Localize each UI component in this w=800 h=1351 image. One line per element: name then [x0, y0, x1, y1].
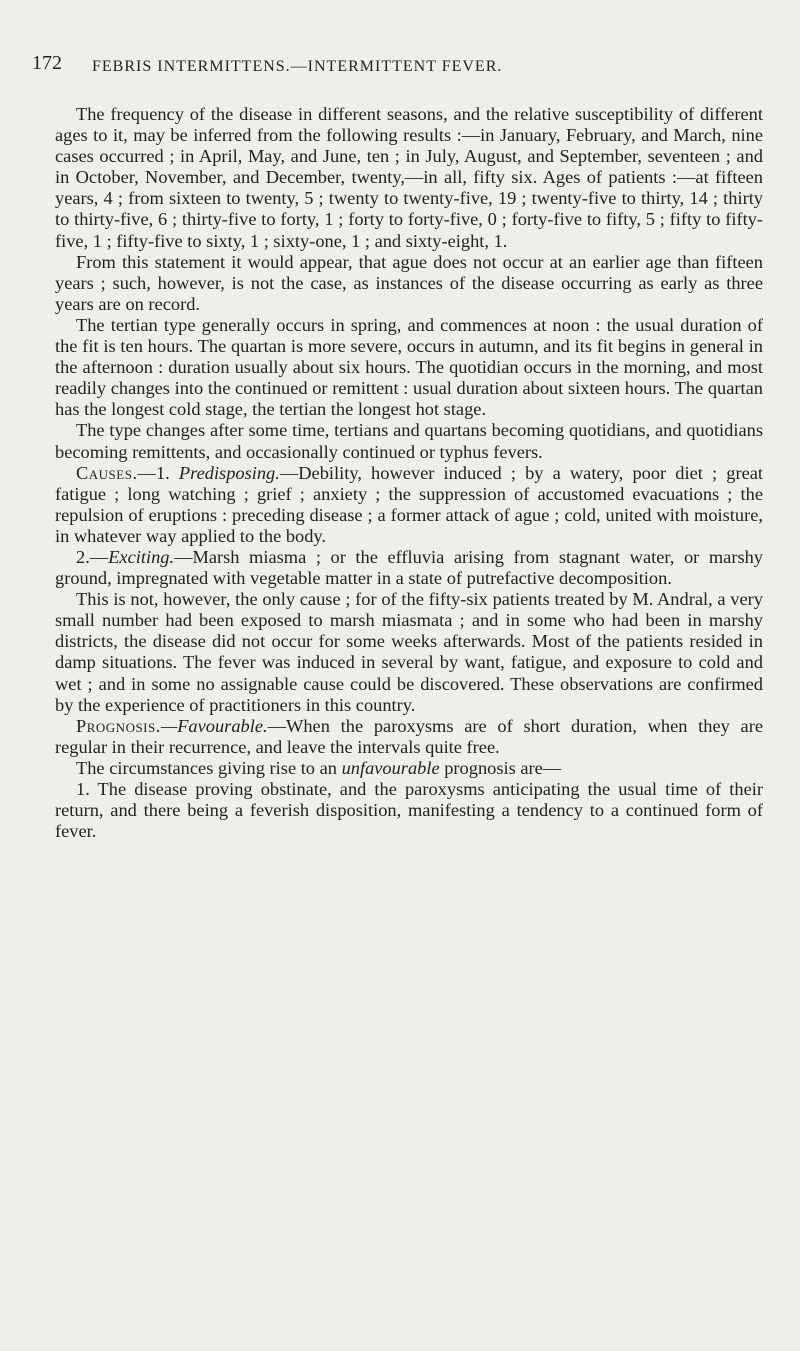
running-title: FEBRIS INTERMITTENS.—INTERMITTENT FEVER. [92, 58, 503, 75]
exciting-text: —Marsh miasma ; or the effluvia arising from stagnant water, or marshy ground, impregnated with vegetable matter in a state of putrefactive decomposition. [55, 546, 763, 589]
paragraph-type-changes: The type changes after some time, tertians and quartans becoming quotidians, and quotidians becoming remittents, and occasionally continued or typhus fevers. [55, 420, 763, 462]
body-text [55, 104, 763, 842]
subheading-favourable: —Favourable. [160, 715, 268, 736]
cause-number: —1. [137, 462, 170, 483]
paragraph-causes-exciting [55, 547, 763, 589]
page-number: 172 [32, 52, 62, 74]
subheading-exciting: Exciting. [108, 546, 175, 567]
predisposing-text: —Debility, however induced ; by a watery, poor diet ; great fatigue ; long watching ; grief ; anxiety ; the suppression of accustomed evacuations ; the repulsion of eruptions : preceding disease ; a former attack of ague ; cold, united with moisture, in whatever way applied to the body. [55, 462, 763, 546]
paragraph-andral-observations: This is not, however, the only cause ; for of the fifty-six patients treated by M. Andral, a very small number had been exposed to marsh miasmata ; and in some who had been in marshy districts, the disease did not occur for some weeks afterwards. Most of the patients resided in damp situations. The fever was induced in several by want, fatigue, and exposure to cold and wet ; and in some no assignable cause could be discovered. These observations are confirmed by the experience of practitioners in this country. [55, 589, 763, 715]
unfavourable-emphasis: unfavourable [341, 757, 440, 778]
paragraph-unfavourable-item-1: 1. The disease proving obstinate, and the paroxysms anticipating the usual time of their return, and there being a feverish disposition, manifesting a tendency to a continued form of fever. [55, 779, 763, 842]
unfavourable-intro-text: The circumstances giving rise to an [76, 757, 342, 778]
favourable-text: —When the paroxysms are of short duration, when they are regular in their recurrence, and leave the intervals quite free. [55, 715, 763, 757]
section-heading-causes: Causes. [76, 462, 138, 483]
paragraph-prognosis-favourable [55, 716, 763, 758]
paragraph-age-statement: From this statement it would appear, that ague does not occur at an earlier age than fifteen years ; such, however, is not the case, as instances of the disease occurring as early as three years are on record. [55, 251, 763, 314]
paragraph-unfavourable-intro [55, 758, 763, 779]
subheading-predisposing: Predisposing. [178, 462, 280, 483]
section-heading-prognosis: Prognosis. [76, 715, 161, 736]
paragraph-causes-predisposing [55, 463, 763, 547]
running-head [32, 52, 760, 84]
paragraph-fever-types: The tertian type generally occurs in spring, and commences at noon : the usual duration of the fit is ten hours. The quartan is more severe, occurs in autumn, and its fit begins in general in the afternoon : duration usually about six hours. The quotidian occurs in the morning, and most readily changes into the continued or remittent : usual duration about sixteen hours. The quartan has the longest cold stage, the tertian the longest hot stage. [55, 314, 763, 420]
paragraph-seasons-ages: The frequency of the disease in different seasons, and the relative susceptibility of different ages to it, may be inferred from the following results :—in January, February, and March, nine cases occurred ; in April, May, and June, ten ; in July, August, and September, seventeen ; and in October, November, and December, twenty,—in all, fifty six. Ages of patients :—at fifteen years, 4 ; from sixteen to twenty, 5 ; twenty to twenty-five, 19 ; twenty-five to thirty, 14 ; thirty to thirty-five, 6 ; thirty-five to forty, 1 ; forty to forty-five, 0 ; forty-five to fifty, 5 ; fifty to fifty-five, 1 ; fifty-five to sixty, 1 ; sixty-one, 1 ; and sixty-eight, 1. [55, 104, 763, 251]
unfavourable-intro-end: prognosis are— [439, 757, 562, 778]
cause-number: 2.— [76, 546, 109, 567]
